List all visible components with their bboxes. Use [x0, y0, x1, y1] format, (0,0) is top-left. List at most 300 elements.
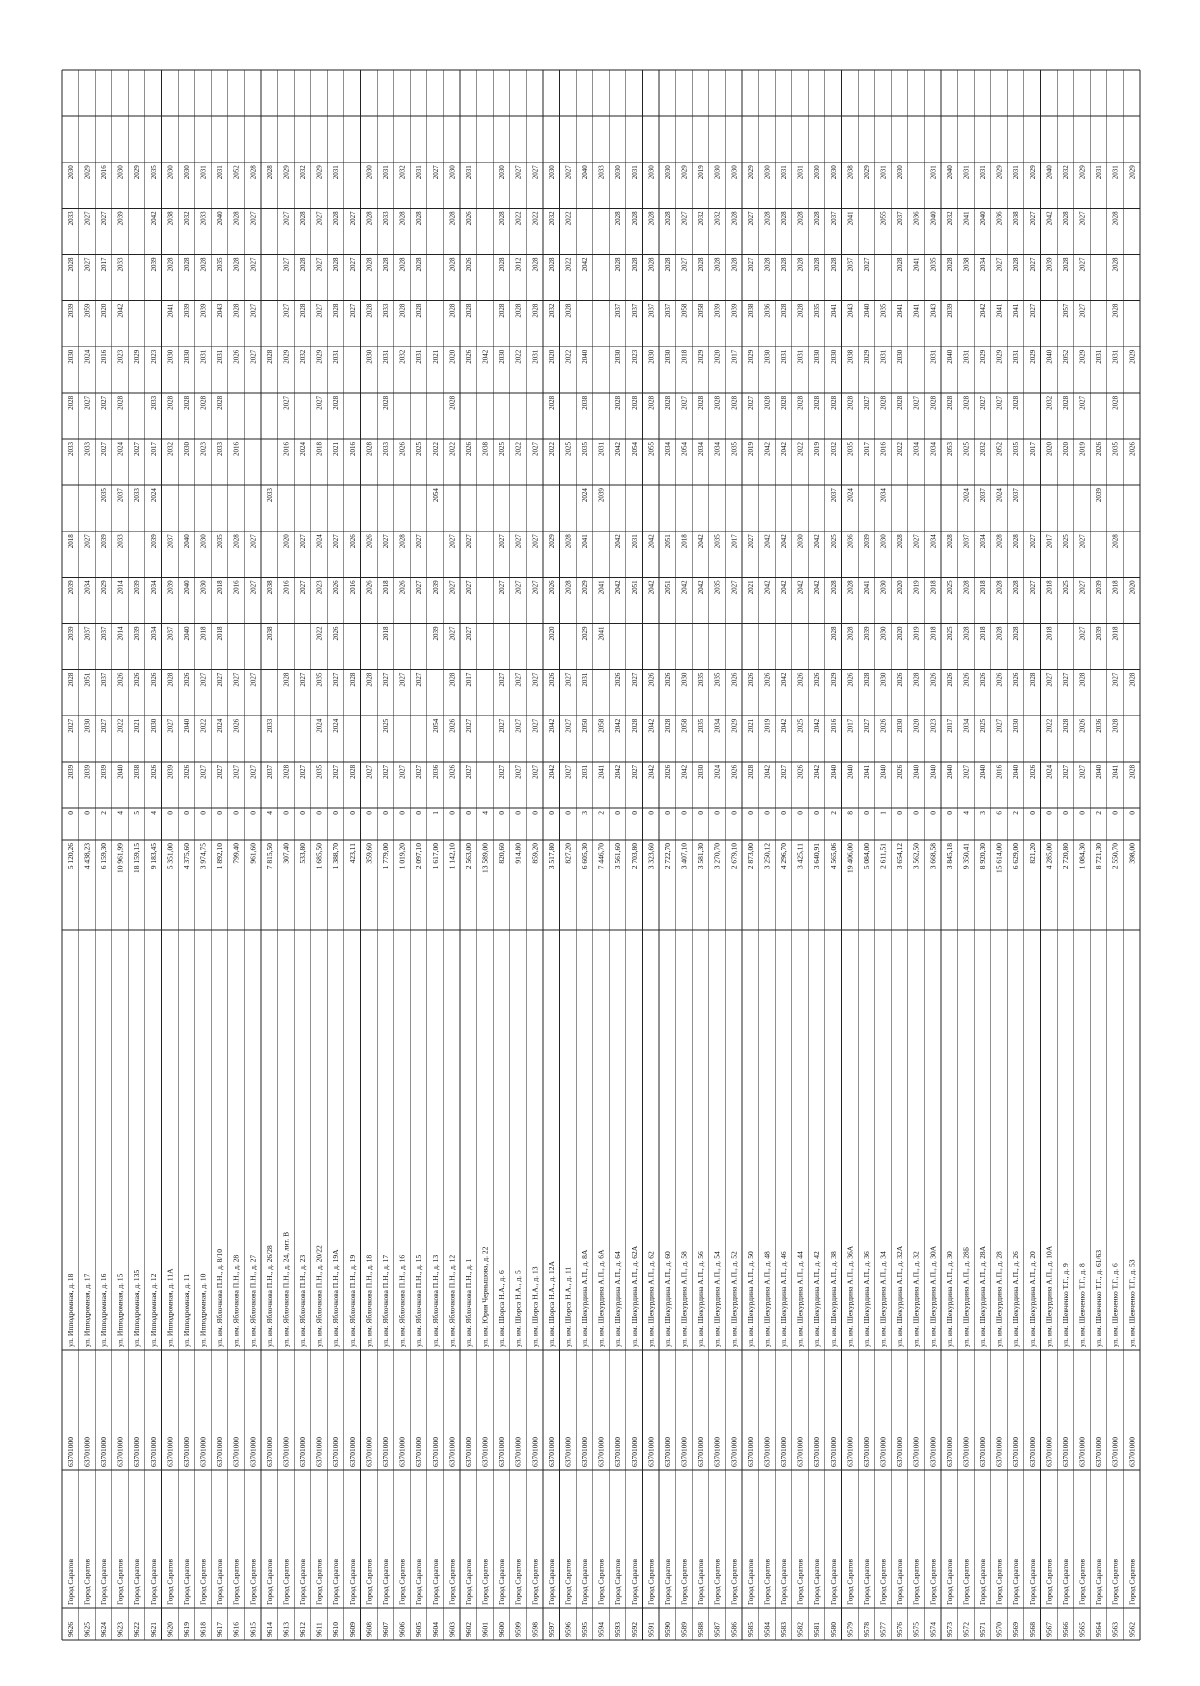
year-cell: 2033 — [66, 442, 75, 456]
year-cell: 2028 — [1061, 395, 1070, 410]
year-cell: 2028 — [514, 303, 523, 318]
year-cell: 2027 — [464, 764, 473, 779]
year-cell: 2026 — [896, 764, 905, 779]
year-cell: 2036 — [995, 211, 1004, 226]
year-cell: 2031 — [581, 764, 590, 779]
address-cell: ул. им. Шекурдина А.П., д. 20 — [1027, 1251, 1037, 1347]
year-cell: 2039 — [431, 626, 440, 641]
year-cell: 2027 — [1061, 672, 1070, 687]
address-cell: ул. им. Шекурдина А.П., д. 64 — [613, 1251, 623, 1347]
municipality-cell: Город Саратов — [878, 1558, 888, 1605]
municipality-cell: Город Саратов — [712, 1558, 722, 1605]
oktmo-cell: 63701000 — [115, 1437, 125, 1467]
year-cell: 2026 — [962, 672, 971, 687]
address-cell: ул. им. Шекурдина А.П., д. 42 — [812, 1251, 822, 1347]
address-cell: ул. им. Яблочкова П.Н., д. 28 — [231, 1254, 241, 1347]
year-cell: 2027 — [912, 395, 921, 410]
count-cell: 0 — [861, 811, 871, 815]
row-number-cell: 9590 — [662, 1622, 672, 1637]
oktmo-cell: 63701000 — [298, 1437, 308, 1467]
year-cell: 2027 — [448, 626, 457, 641]
year-cell: 2040 — [216, 211, 225, 226]
row-number-cell: 9622 — [132, 1622, 142, 1637]
year-cell: 2039 — [1045, 257, 1054, 272]
oktmo-cell: 63701000 — [911, 1437, 921, 1467]
year-cell: 2040 — [1012, 764, 1021, 779]
year-cell: 2034 — [713, 442, 722, 456]
year-cell: 2028 — [663, 395, 672, 410]
municipality-cell: Город Саратов — [447, 1558, 457, 1605]
oktmo-cell: 63701000 — [795, 1437, 805, 1467]
year-cell: 2028 — [846, 580, 855, 595]
year-cell: 2027 — [1078, 303, 1087, 318]
count-cell: 0 — [82, 811, 92, 815]
year-cell: 2020 — [547, 349, 556, 364]
year-cell: 2034 — [83, 580, 92, 595]
year-cell: 2018 — [382, 580, 390, 595]
year-cell: 2033 — [199, 211, 208, 226]
area-cell: 4 285,00 — [1044, 843, 1054, 870]
oktmo-cell: 63701000 — [928, 1437, 938, 1467]
area-cell: 15 614,00 — [994, 843, 1004, 874]
municipality-cell: Город Саратов — [132, 1558, 142, 1605]
area-cell: 2 679,10 — [729, 843, 739, 870]
count-cell: 0 — [762, 811, 772, 815]
year-cell: 2018 — [1045, 580, 1054, 595]
area-cell: 3 562,50 — [911, 843, 921, 870]
row-number-cell: 9609 — [347, 1622, 357, 1637]
year-cell: 2024 — [1045, 764, 1054, 779]
count-cell: 0 — [629, 811, 639, 815]
address-cell: ул. им. Яблочкова П.Н., д. 13 — [430, 1254, 440, 1347]
year-cell: 2028 — [630, 257, 639, 272]
count-cell: 0 — [347, 811, 357, 815]
year-cell: 2020 — [100, 303, 109, 318]
municipality-cell: Город Саратов — [646, 1558, 656, 1605]
year-cell: 2018 — [66, 534, 75, 549]
oktmo-cell: 63701000 — [264, 1437, 274, 1467]
year-cell: 2028 — [713, 257, 722, 272]
municipality-cell: Город Саратов — [928, 1558, 938, 1605]
year-cell: 2035 — [216, 257, 225, 272]
municipality-cell: Город Саратов — [828, 1558, 838, 1605]
year-cell: 2028 — [265, 349, 274, 364]
year-cell: 2024 — [299, 442, 308, 456]
year-cell: 2030 — [813, 349, 822, 364]
area-cell: 8 721,30 — [1094, 843, 1104, 870]
year-cell: 2027 — [415, 580, 424, 595]
year-cell: 2028 — [763, 211, 772, 226]
year-cell: 2028 — [199, 395, 208, 410]
year-cell: 2052 — [1061, 349, 1070, 364]
year-cell: 2027 — [531, 165, 540, 180]
address-cell: ул. им. Яблочкова П.Н., д. 19А — [331, 1249, 341, 1347]
year-cell: 2026 — [614, 672, 623, 687]
row-number-cell: 9611 — [314, 1622, 324, 1637]
year-cell: 2026 — [879, 718, 888, 733]
count-cell: 0 — [1060, 811, 1070, 815]
year-cell: 2039 — [166, 580, 175, 595]
year-cell: 2034 — [879, 488, 888, 503]
year-cell: 2032 — [829, 442, 838, 456]
year-cell: 2034 — [979, 257, 988, 272]
year-cell: 2027 — [498, 534, 507, 549]
area-cell: 6 629,00 — [1011, 842, 1021, 870]
row-number-cell: 9582 — [795, 1622, 805, 1637]
row-number-cell: 9585 — [745, 1622, 755, 1637]
year-cell: 2027 — [348, 211, 357, 226]
count-cell: 2 — [1094, 811, 1104, 815]
year-cell: 2021 — [746, 580, 755, 595]
year-cell: 2030 — [879, 672, 888, 687]
year-cell: 2052 — [995, 442, 1004, 456]
year-cell: 2024 — [315, 718, 324, 733]
municipality-cell: Город Саратов — [795, 1558, 805, 1605]
year-cell: 2042 — [647, 534, 656, 549]
address-cell: ул. им. Шекурдина А.П., д. 34 — [878, 1251, 888, 1347]
count-cell: 0 — [712, 811, 722, 815]
year-cell: 2035 — [713, 672, 722, 687]
year-cell: 2026 — [464, 442, 473, 456]
year-cell: 2042 — [614, 534, 623, 549]
year-cell: 2039 — [713, 303, 722, 318]
row-number-cell: 9604 — [430, 1622, 440, 1637]
municipality-cell: Город Саратов — [978, 1558, 988, 1605]
year-cell: 2030 — [182, 349, 191, 364]
municipality-cell: Город Саратов — [580, 1558, 590, 1605]
year-cell: 2026 — [730, 764, 739, 779]
municipality-cell: Город Саратов — [762, 1558, 772, 1605]
year-cell: 2040 — [182, 718, 191, 733]
year-cell: 2025 — [498, 441, 507, 456]
year-cell: 2018 — [979, 580, 988, 595]
year-cell: 2040 — [979, 764, 988, 779]
area-cell: 1 019,20 — [397, 843, 407, 870]
year-cell: 2034 — [697, 442, 706, 456]
year-cell: 2035 — [149, 165, 158, 180]
year-cell: 2028 — [1078, 672, 1087, 687]
area-cell: 10 961,99 — [115, 843, 125, 873]
year-cell: 2028 — [730, 395, 739, 410]
municipality-cell: Город Саратов — [845, 1558, 855, 1605]
year-cell: 2026 — [763, 672, 772, 687]
year-cell: 2038 — [481, 442, 490, 456]
year-cell: 2028 — [647, 257, 656, 272]
address-cell: ул. им. Шекурдина А.П., д. 62 — [646, 1251, 656, 1347]
address-cell: ул. им. Шекурдина А.П., д. 62А — [629, 1245, 639, 1347]
year-cell: 2031 — [332, 165, 341, 180]
year-cell: 2017 — [149, 442, 158, 456]
year-cell: 2042 — [796, 580, 805, 595]
year-cell: 2031 — [962, 349, 971, 364]
count-cell: 0 — [397, 811, 407, 815]
oktmo-cell: 63701000 — [148, 1437, 158, 1467]
year-cell: 2030 — [896, 349, 905, 364]
municipality-cell: Город Саратов — [629, 1558, 639, 1605]
year-cell: 2028 — [332, 303, 341, 318]
year-cell: 2027 — [315, 395, 324, 410]
year-cell: 2030 — [713, 165, 722, 180]
year-cell: 2030 — [829, 349, 838, 364]
area-cell: 2 722,70 — [662, 843, 672, 870]
year-cell: 2026 — [116, 672, 125, 687]
year-cell: 2027 — [1028, 211, 1037, 226]
year-cell: 2039 — [133, 626, 142, 641]
year-cell: 2027 — [680, 395, 689, 410]
year-cell: 2027 — [133, 442, 142, 456]
municipality-cell: Город Саратов — [430, 1558, 440, 1605]
count-cell: 0 — [281, 811, 291, 815]
count-cell: 4 — [264, 811, 274, 815]
year-cell: 2028 — [896, 257, 905, 272]
oktmo-cell: 63701000 — [563, 1437, 573, 1467]
year-cell: 2037 — [116, 488, 125, 503]
year-cell: 2033 — [149, 395, 158, 410]
year-cell: 2026 — [647, 672, 656, 687]
year-cell: 2027 — [83, 257, 92, 272]
year-cell: 2028 — [614, 257, 623, 272]
year-cell: 2028 — [1028, 672, 1037, 687]
year-cell: 2030 — [448, 165, 457, 180]
row-number-cell: 9595 — [580, 1622, 590, 1637]
year-cell: 2027 — [1078, 395, 1087, 410]
year-cell: 2027 — [979, 395, 988, 410]
year-cell: 2031 — [1095, 349, 1104, 364]
year-cell: 2033 — [265, 718, 274, 733]
oktmo-cell: 63701000 — [397, 1437, 407, 1467]
oktmo-cell: 63701000 — [132, 1437, 142, 1467]
year-cell: 2028 — [862, 672, 871, 687]
year-cell: 2027 — [1045, 672, 1054, 687]
area-cell: 7 815,50 — [264, 843, 274, 870]
year-cell: 2030 — [896, 165, 905, 180]
year-cell: 2027 — [680, 211, 689, 226]
year-cell: 2032 — [166, 442, 175, 456]
year-cell: 2038 — [846, 165, 855, 180]
year-cell: 2028 — [448, 395, 457, 410]
year-cell: 2037 — [896, 211, 905, 226]
oktmo-cell: 63701000 — [65, 1437, 75, 1467]
year-cell: 2051 — [663, 534, 672, 549]
year-cell: 2028 — [763, 257, 772, 272]
address-cell: ул. им. Яблочкова П.Н., д. 12 — [447, 1254, 457, 1347]
year-cell: 2027 — [514, 165, 523, 180]
year-cell: 2027 — [100, 718, 109, 733]
address-cell: ул. им. Яблочкова П.Н., д. 24, лит. В — [281, 1231, 291, 1347]
oktmo-cell: 63701000 — [1110, 1437, 1120, 1467]
year-cell: 2028 — [730, 257, 739, 272]
year-cell: 2030 — [365, 349, 374, 364]
address-cell: ул. им. Юрия Чернышова, д. 22 — [480, 1246, 490, 1347]
count-cell: 0 — [463, 811, 473, 815]
oktmo-cell: 63701000 — [878, 1437, 888, 1467]
area-cell: 9 183,45 — [148, 843, 158, 870]
year-cell: 2030 — [647, 165, 656, 180]
row-number-cell: 9615 — [248, 1622, 258, 1637]
year-cell: 2028 — [448, 257, 457, 272]
area-cell: 13 589,00 — [480, 843, 490, 873]
year-cell: 2027 — [564, 718, 573, 733]
area-cell: 6 605,30 — [580, 843, 590, 870]
year-cell: 2023 — [149, 349, 158, 364]
year-cell: 2034 — [663, 442, 672, 456]
year-cell: 2027 — [299, 580, 308, 595]
row-number-cell: 9602 — [463, 1622, 473, 1637]
year-cell: 2025 — [945, 580, 954, 595]
year-cell: 2028 — [929, 395, 938, 410]
year-cell: 2026 — [663, 672, 672, 687]
year-cell: 2028 — [829, 257, 838, 272]
year-cell: 2020 — [1061, 442, 1070, 456]
year-cell: 2027 — [498, 764, 507, 779]
year-cell: 2029 — [133, 165, 142, 180]
year-cell: 2057 — [1061, 303, 1070, 318]
count-cell: 2 — [596, 811, 606, 815]
area-cell: 6 159,30 — [99, 843, 109, 870]
year-cell: 2028 — [232, 257, 241, 272]
year-cell: 2031 — [581, 672, 590, 687]
year-cell: 2030 — [879, 534, 888, 549]
year-cell: 2043 — [846, 303, 855, 318]
count-cell: 0 — [381, 811, 390, 815]
year-cell: 2022 — [315, 626, 324, 641]
year-cell: 2029 — [995, 349, 1004, 364]
area-cell: 1 617,00 — [430, 843, 440, 870]
count-cell: 0 — [895, 811, 905, 815]
area-cell: 359,60 — [364, 843, 374, 864]
year-cell: 2042 — [813, 534, 822, 549]
municipality-cell: Город Саратов — [414, 1558, 424, 1605]
year-cell: 2027 — [166, 718, 175, 733]
year-cell: 2037 — [829, 211, 838, 226]
year-cell: 2022 — [116, 718, 125, 733]
year-cell: 2029 — [1078, 349, 1087, 364]
year-cell: 2054 — [630, 442, 639, 456]
year-cell: 2030 — [182, 442, 191, 456]
year-cell: 2041 — [581, 534, 590, 549]
area-cell: 2 720,80 — [1060, 843, 1070, 870]
year-cell: 2027 — [630, 672, 639, 687]
year-cell: 2029 — [547, 534, 556, 549]
year-cell: 2027 — [83, 395, 92, 410]
year-cell: 2028 — [216, 395, 225, 410]
address-cell: ул. Ипподромная, д. 11А — [165, 1268, 175, 1347]
year-cell: 2043 — [216, 303, 225, 318]
year-cell: 2028 — [796, 257, 805, 272]
year-cell: 2027 — [249, 349, 258, 364]
year-cell: 2026 — [896, 672, 905, 687]
address-cell: ул. Ипподромная, д. 11 — [181, 1273, 191, 1347]
year-cell: 2032 — [299, 165, 308, 180]
row-number-cell: 9617 — [215, 1622, 225, 1637]
municipality-cell: Город Саратов — [248, 1558, 258, 1605]
area-cell: 398,00 — [1127, 843, 1137, 864]
oktmo-cell: 63701000 — [414, 1437, 424, 1467]
year-cell: 2023 — [315, 580, 324, 595]
year-cell: 2027 — [249, 580, 258, 595]
year-cell: 2039 — [1095, 488, 1104, 503]
year-cell: 2024 — [846, 488, 855, 503]
year-cell: 2028 — [382, 257, 390, 272]
year-cell: 2026 — [133, 672, 142, 687]
oktmo-cell: 63701000 — [828, 1437, 838, 1467]
year-cell: 2028 — [1128, 672, 1137, 687]
year-cell: 2016 — [879, 442, 888, 456]
oktmo-cell: 63701000 — [364, 1437, 374, 1467]
row-number-cell: 9575 — [911, 1622, 921, 1637]
year-cell: 2027 — [299, 534, 308, 549]
count-cell: 0 — [248, 811, 258, 815]
count-cell: 0 — [745, 811, 755, 815]
address-cell: ул. им. Яблочкова П.Н., д. 18 — [364, 1254, 374, 1347]
year-cell: 2028 — [697, 257, 706, 272]
year-cell: 2037 — [1012, 488, 1021, 503]
year-cell: 2029 — [133, 349, 142, 364]
year-cell: 2041 — [597, 580, 606, 595]
year-cell: 2035 — [581, 442, 590, 456]
year-cell: 2030 — [365, 165, 374, 180]
year-cell: 2026 — [448, 764, 457, 779]
year-cell: 2027 — [746, 257, 755, 272]
year-cell: 2051 — [630, 580, 639, 595]
count-cell: 0 — [646, 811, 656, 815]
count-cell: 0 — [1127, 811, 1137, 815]
year-cell: 2030 — [697, 764, 706, 779]
year-cell: 2036 — [763, 303, 772, 318]
year-cell: 2028 — [780, 211, 789, 226]
row-number-cell: 9605 — [414, 1622, 424, 1637]
year-cell: 2017 — [945, 718, 954, 733]
year-cell: 2035 — [315, 672, 324, 687]
year-cell: 2041 — [862, 580, 871, 595]
area-cell: 2 550,70 — [1110, 843, 1120, 870]
row-number-cell: 9614 — [264, 1622, 274, 1637]
area-cell: 3 640,91 — [812, 843, 822, 870]
address-cell: ул. им. Шекурдина А.П., д. 28Б — [961, 1246, 971, 1347]
year-cell: 2032 — [547, 303, 556, 318]
year-cell: 2030 — [796, 534, 805, 549]
year-cell: 2028 — [166, 257, 175, 272]
year-cell: 2039 — [149, 257, 158, 272]
year-cell: 2042 — [813, 718, 822, 733]
row-number-cell: 9588 — [696, 1622, 706, 1637]
year-cell: 2037 — [846, 257, 855, 272]
oktmo-cell: 63701000 — [696, 1437, 706, 1467]
year-cell: 2028 — [299, 211, 308, 226]
year-cell: 2027 — [66, 718, 75, 733]
oktmo-cell: 63701000 — [165, 1437, 175, 1467]
area-cell: 1 142,10 — [447, 843, 457, 870]
count-cell: 0 — [364, 811, 374, 815]
municipality-cell: Город Саратов — [231, 1558, 241, 1605]
year-cell: 2018 — [680, 534, 689, 549]
year-cell: 2033 — [265, 488, 274, 503]
count-cell: 1 — [878, 811, 888, 815]
year-cell: 2039 — [66, 764, 75, 779]
year-cell: 2040 — [182, 626, 191, 641]
oktmo-cell: 63701000 — [231, 1437, 241, 1467]
year-cell: 2028 — [448, 672, 457, 687]
row-number-cell: 9572 — [961, 1622, 971, 1637]
year-cell: 2032 — [979, 442, 988, 456]
year-cell: 2027 — [448, 580, 457, 595]
row-number-cell: 9571 — [978, 1622, 988, 1637]
area-cell: 3 425,11 — [795, 843, 805, 869]
address-cell: ул. им. Шекурдина А.П., д. 50 — [745, 1251, 755, 1347]
year-cell: 2031 — [1012, 349, 1021, 364]
year-cell: 2028 — [780, 395, 789, 410]
area-cell: 827,20 — [563, 843, 573, 864]
